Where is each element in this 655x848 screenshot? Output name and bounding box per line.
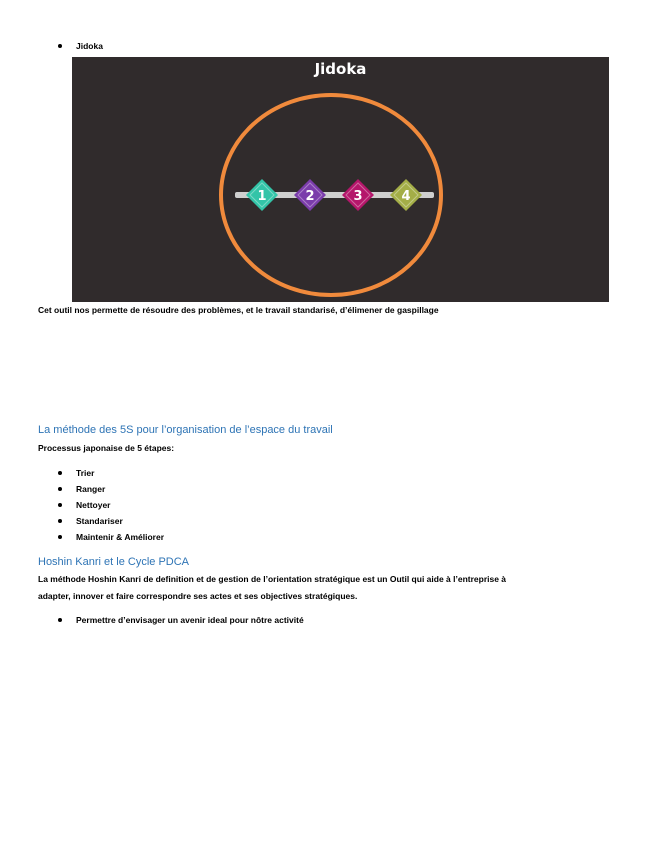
bullet-icon	[58, 535, 62, 539]
jidoka-diagram	[72, 57, 609, 302]
list-item	[38, 497, 164, 513]
jidoka-figure	[72, 57, 609, 302]
hoshin-list	[38, 612, 304, 628]
step-number-label: 3	[353, 189, 363, 204]
bullet-icon	[58, 519, 62, 523]
figure-title: Jidoka	[314, 60, 367, 78]
step-3-diamond	[342, 179, 374, 211]
list-item-label: Standariser	[76, 516, 123, 526]
list-item	[38, 529, 164, 545]
step-1-diamond	[246, 179, 278, 211]
list-item	[38, 481, 164, 497]
list-item-label: Jidoka	[76, 41, 103, 51]
list-item	[38, 513, 164, 529]
step-number-label: 4	[401, 189, 411, 204]
section-5s-intro: Processus japonaise de 5 étapes:	[38, 443, 175, 453]
figure-caption: Cet outil nos permette de résoudre des problèmes, et le travail standarisé, d’élimener de gaspillage	[38, 305, 439, 315]
bullet-icon	[58, 471, 62, 475]
bullet-icon	[58, 44, 62, 48]
five-s-list	[38, 465, 164, 545]
list-item-label: Maintenir & Améliorer	[76, 532, 165, 542]
list-item-label: Nettoyer	[76, 500, 111, 510]
hoshin-paragraph-line-1: La méthode Hoshin Kanri de definition et de gestion de l’orientation stratégique est un Outil qui aide à l’entreprise à	[38, 574, 507, 584]
step-2-diamond	[294, 179, 326, 211]
bullet-icon	[58, 487, 62, 491]
top-bullet-list	[38, 38, 103, 54]
list-item	[38, 612, 304, 628]
list-item-label: Ranger	[76, 484, 106, 494]
bullet-icon	[58, 618, 62, 622]
step-4-diamond	[390, 179, 422, 211]
section-heading-5s: La méthode des 5S pour l’organisation de l’espace du travail	[38, 424, 333, 436]
list-item	[38, 38, 103, 54]
list-item-label: Permettre d’envisager un avenir ideal pour nôtre activité	[76, 615, 304, 625]
section-heading-hoshin: Hoshin Kanri et le Cycle PDCA	[38, 556, 190, 568]
bullet-icon	[58, 503, 62, 507]
list-item	[38, 465, 164, 481]
hoshin-paragraph-line-2: adapter, innover et faire correspondre ses actes et ses objectives stratégiques.	[38, 591, 358, 601]
step-number-label: 1	[257, 189, 267, 204]
list-item-label: Trier	[76, 468, 95, 478]
step-number-label: 2	[305, 189, 315, 204]
